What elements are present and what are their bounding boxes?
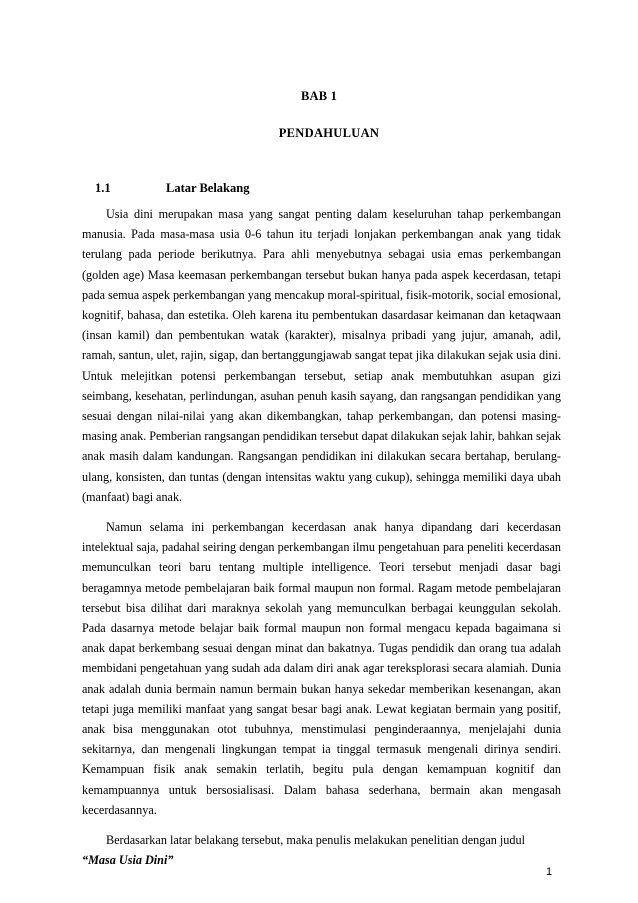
body-text — [82, 204, 561, 871]
section-heading — [95, 181, 249, 196]
paragraph-1: Usia dini merupakan masa yang sangat penting dalam keseluruhan tahap perkembangan manusia. Pada masa-masa usia 0-6 tahun itu terjadi lonjakan perkembangan anak yang tidak terulang pada periode berikutnya. Para ahli menyebutnya sebagai usia emas perkembangan (golden age) Masa keemasan perkembangan tersebut bukan hanya pada aspek kecerdasan, tetapi pada semua aspek perkembangan yang mencakup moral-spiritual, fisik-motorik, social emosional, kognitif, bahasa, dan estetika. Oleh karena itu pembentukan dasardasar keimanan dan ketaqwaan (insan kamil) dan pembentukan watak (karakter), misalnya pribadi yang jujur, amanah, adil, ramah, santun, ulet, rajin, sigap, dan bertanggungjawab sangat tepat jika dilakukan sejak usia dini. Untuk melejitkan potensi perkembangan tersebut, setiap anak membutuhkan asupan gizi seimbang, kesehatan, perlindungan, asuhan penuh kasih sayang, dan rangsangan pendidikan yang sesuai dengan nilai-nilai yang akan dikembangkan, tahap perkembangan, dan potensi masing-masing anak. Pemberian rangsangan pendidikan tersebut dapat dilakukan sejak lahir, bahkan sejak anak masih dalam kandungan. Rangsangan pendidikan ini dilakukan secara bertahap, berulang-ulang, konsisten, dan tuntas (dengan intensitas waktu yang cukup), sehingga memiliki daya ubah (manfaat) bagi anak. — [82, 207, 561, 504]
paragraph-3 — [82, 830, 561, 870]
chapter-title: PENDAHULUAN — [278, 126, 380, 140]
section-number: 1.1 — [95, 181, 111, 195]
section-title: Latar Belakang — [166, 181, 250, 195]
chapter-label: BAB 1 — [300, 89, 338, 103]
paragraph-3-text: Berdasarkan latar belakang tersebut, maka penulis melakukan penelitian dengan judul — [106, 833, 525, 848]
page-number: 1 — [546, 866, 553, 878]
paragraph-2: Namun selama ini perkembangan kecerdasan anak hanya dipandang dari kecerdasan intelektual saja, padahal seiring dengan perkembangan ilmu pengetahuan para peneliti kecerdasan memunculkan teori baru tentang multiple intelligence. Teori tersebut menjadi dasar bagi beragamnya metode pembelajaran baik formal maupun non formal. Ragam metode pembelajaran tersebut bisa dilihat dari maraknya sekolah yang memunculkan berbagai keunggulan sekolah. Pada dasarnya metode belajar baik formal maupun non formal mengacu kepada bagaimana si anak dapat berkembang sesuai dengan minat dan bakatnya. Tugas pendidik dan orang tua adalah membidani pengetahuan yang sudah ada dalam diri anak agar tereksplorasi secara alamiah. Dunia anak adalah dunia bermain namun bermain bukan hanya sekedar memberikan kesenangan, akan tetapi juga memiliki manfaat yang sangat besar bagi anak. Lewat kegiatan bermain yang positif, anak bisa menggunakan otot tubuhnya, menstimulasi penginderaannya, menjelajahi dunia sekitarnya, dan mengenali lingkungan tempat ia tinggal termasuk mengenali dirinya sendiri. Kemampuan fisik anak semakin terlatih, begitu pula dengan kemampuan kognitif dan kemampuannya untuk bersosialisasi. Dalam bahasa sederhana, bermain akan mengasah kecerdasannya. — [82, 520, 561, 817]
research-title: “Masa Usia Dini” — [82, 853, 174, 868]
